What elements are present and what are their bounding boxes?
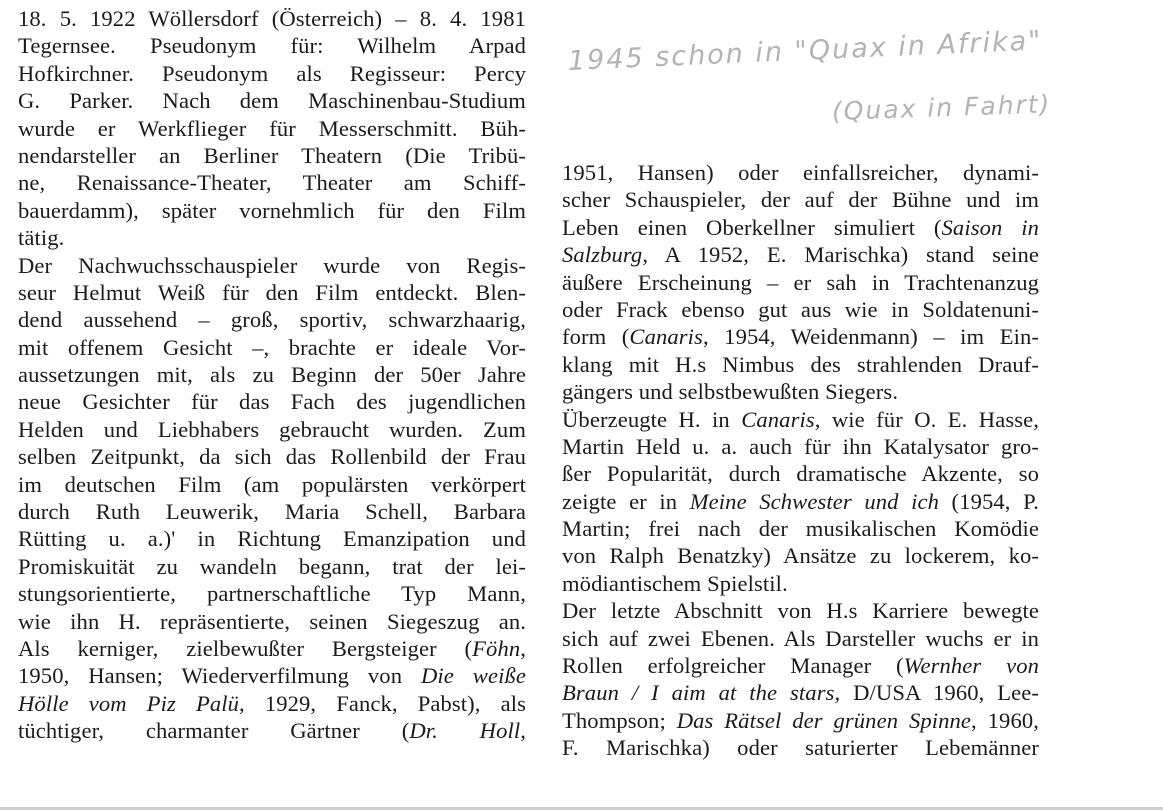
text-line [562,406,1039,433]
italic-title: Meine Schwester und ich [689,488,939,514]
text-line: 1951, Hansen) oder einfallsreicher, dynami- [562,160,1039,185]
text-run: tüchtiger, charmanter Gärtner ( [18,718,410,744]
text-line: 18. 5. 1922 Wöllersdorf (Österreich) – 8. 4. 1981 [18,6,526,31]
text-line: Martin Held u. a. auch für ihn Katalysator gro- [562,433,1039,459]
text-line [562,679,1039,706]
text-line: wie ihn H. repräsentierte, seinen Siegeszug an. [18,608,526,634]
text-line: von Ralph Benatzky) Ansätze zu lockerem, ko- [562,543,1039,569]
text-run: form ( [562,324,630,350]
text-line: mit offenem Gesicht –, brachte er ideale Vor- [18,334,526,360]
text-run: zeigte er in [562,488,690,514]
handwritten-note-line-1: 1945 schon in "Quax in Afrika" [567,25,1044,77]
text-line [562,214,1039,241]
text-run: Thompson; [562,707,677,733]
text-line [18,690,526,717]
text-line: gängers und selbstbewußten Siegers. [562,379,899,405]
text-line: Tegernsee. Pseudonym für: Wilhelm Arpad [18,33,526,59]
text-line: F. Marischka) oder saturierter Lebemänner [562,735,1039,761]
text-line: Martin; frei nach der musikalischen Komödie [562,516,1039,542]
text-line: Der letzte Abschnitt von H.s Karriere bewegte [562,598,1039,624]
text-line [18,717,526,744]
text-run: Überzeugte H. in [562,406,742,432]
text-run: Leben einen Oberkellner simuliert ( [562,214,942,240]
text-line: scher Schauspieler, der auf der Bühne und im [562,187,1039,213]
text-line [562,488,1039,515]
italic-title: Föhn [472,635,521,661]
text-line [562,652,1039,679]
text-line: durch Ruth Leuwerik, Maria Schell, Barbara [18,499,526,525]
text-run: , 1929, Fanck, Pabst), als [239,690,526,716]
text-line: Helden und Liebhabers gebraucht wurden. Zum [18,416,526,442]
text-line: selben Zeitpunkt, da sich das Rollenbild der Frau [18,444,526,470]
text-line [562,241,1039,268]
italic-title: Die weiße [420,663,526,689]
text-line: neue Gesichter für das Fach des jugendlichen [18,389,526,415]
text-line [18,635,526,662]
text-line: dend aussehend – groß, sportiv, schwarzhaarig, [18,307,526,333]
italic-title: Canaris [629,324,703,350]
italic-title: Braun / I aim at the stars [562,680,835,706]
text-line: aussetzungen mit, als zu Beginn der 50er Jahre [18,362,526,388]
text-line: Der Nachwuchsschauspieler wurde von Regis- [18,252,526,278]
italic-title: Saison in [941,214,1039,240]
text-run: , 1960, [971,707,1039,733]
text-run: 1950, Hansen; Wiederverfilmung von [18,663,421,689]
text-line: klang mit H.s Nimbus des strahlenden Drauf- [562,351,1039,377]
text-line: Hofkirchner. Pseudonym als Regisseur: Percy [18,60,526,86]
text-run: (1954, P. [939,488,1039,514]
text-run: Rollen erfolgreicher Manager ( [562,653,904,679]
text-run: Als kerniger, zielbewußter Bergsteiger ( [18,635,473,661]
italic-title: Das Rätsel der grünen Spinne [676,707,972,733]
text-line: äußere Erscheinung – er sah in Trachtenanzug [562,269,1039,295]
text-line: tätig. [18,225,65,251]
italic-title: Hölle vom Piz Palü [18,690,240,716]
text-line: Rütting u. a.)' in Richtung Emanzipation und [18,526,526,552]
italic-title: Canaris [741,406,815,432]
text-run: , A 1952, E. Marischka) stand seine [642,242,1039,268]
text-line [562,323,1039,350]
text-line: bauerdamm), später vornehmlich für den Film [18,197,526,223]
text-line [562,707,1039,734]
italic-title: Wernher von [903,653,1039,679]
left-text-column [18,5,526,745]
text-line: nendarsteller an Berliner Theatern (Die Tribü- [18,142,526,168]
italic-title: Salzburg [562,242,643,268]
text-line [18,662,526,689]
text-run: , [520,718,527,744]
text-line: ne, Renaissance-Theater, Theater am Schiff- [18,170,526,196]
text-line: wurde er Werkflieger für Messerschmitt. Büh- [18,115,526,141]
text-line: stungsorientierte, partnerschaftliche Typ Mann, [18,581,526,607]
text-line: seur Helmut Weiß für den Film entdeckt. Blen- [18,279,526,305]
text-run: , wie für O. E. Hasse, [814,406,1040,432]
text-run: , D/USA 1960, Lee- [834,680,1040,706]
text-line: oder Frack ebenso gut aus wie in Soldatenuni- [562,296,1039,322]
text-run: , [520,635,526,661]
text-line: mödiantischem Spielstil. [562,570,788,596]
right-text-column [562,159,1039,762]
text-line: ßer Popularität, durch dramatische Akzente, so [562,461,1039,487]
text-run: , 1954, Weidenmann) – im Ein- [702,324,1039,350]
text-line: G. Parker. Nach dem Maschinenbau-Studium [18,88,526,114]
handwritten-note-line-2: (Quax in Fahrt) [831,89,1052,126]
text-line: Promiskuität zu wandeln begann, trat der lei- [18,553,526,579]
text-line: sich auf zwei Ebenen. Als Darsteller wuchs er in [562,625,1039,651]
italic-title: Dr. Holl [409,718,521,744]
text-line: im deutschen Film (am populärsten verkörpert [18,471,526,497]
